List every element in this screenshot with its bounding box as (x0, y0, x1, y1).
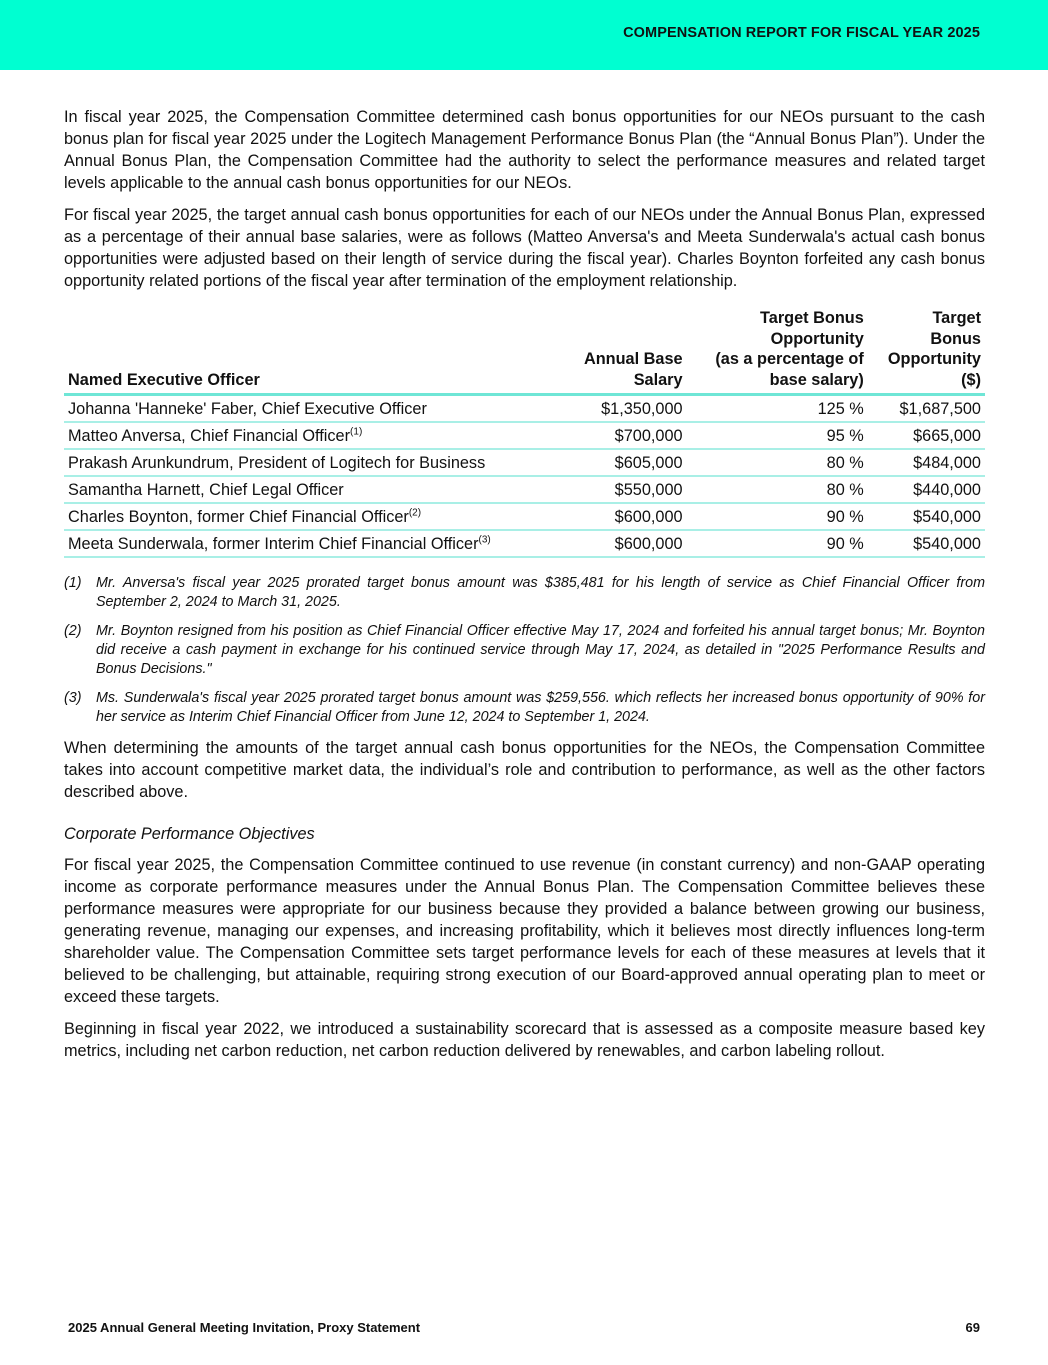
officer-name: Meeta Sunderwala, former Interim Chief Financial Officer$^{(3)}$ (68, 534, 491, 553)
table-row (64, 503, 985, 530)
header-salary: Annual Base Salary (583, 350, 683, 389)
header-band (0, 0, 1048, 70)
footnote-ref: (2) (408, 507, 422, 519)
base-salary: $1,350,000 (601, 400, 683, 418)
header-amount: Target Bonus Opportunity ($) (887, 309, 981, 389)
section-title: COMPENSATION REPORT FOR FISCAL YEAR 2025 (623, 25, 980, 41)
officer-name: Samantha Harnett, Chief Legal Officer (68, 481, 344, 499)
table-row (64, 476, 985, 503)
officer-name: Prakash Arunkundrum, President of Logitech for Business (68, 454, 486, 472)
officer-name: Johanna 'Hanneke' Faber, Chief Executive Officer (68, 400, 427, 418)
footnote-text: Mr. Boynton resigned from his position as Chief Financial Officer effective May 17, 2024 and forfeited his annual target bonus; Mr. Boynton did receive a cash payment in exchange for his continued service through May 17, 2024, as detailed in "2025 Performance Results and Bonus Decisions." (96, 623, 985, 677)
paragraph: In fiscal year 2025, the Compensation Committee determined cash bonus opportunities for our NEOs pursuant to the cash bonus plan for fiscal year 2025 under the Logitech Management Performance Bonus Plan (the “Annual Bonus Plan”). Under the Annual Bonus Plan, the Compensation Committee had the authority to select the performance measures and related target levels applicable to the annual cash bonus opportunities for our NEOs. (64, 108, 985, 192)
bonus-amount: $665,000 (913, 427, 981, 445)
paragraph: For fiscal year 2025, the target annual cash bonus opportunities for each of our NEOs under the Annual Bonus Plan, expressed as a percentage of their annual base salaries, were as follows (Matteo Anversa's and Meeta Sunderwala's actual cash bonus opportunities were adjusted based on their length of service during the fiscal year). Charles Boynton forfeited any cash bonus opportunity related portions of the fiscal year after termination of the employment relationship. (64, 206, 985, 290)
footnote-ref: (3) (478, 534, 491, 546)
table-row (64, 395, 985, 423)
bonus-amount: $540,000 (913, 508, 981, 526)
footer-document-title: 2025 Annual General Meeting Invitation, Proxy Statement (68, 1320, 421, 1335)
bonus-table (64, 308, 985, 558)
table-row (64, 530, 985, 557)
bonus-amount: $484,000 (913, 454, 981, 472)
footnote (64, 574, 985, 612)
footnote-number: (3) (64, 690, 82, 706)
bonus-percent: 90 % (826, 535, 864, 553)
paragraph: When determining the amounts of the target annual cash bonus opportunities for the NEOs, the Compensation Committee takes into account competitive market data, the individual’s role and contribution to performance, as well as the other factors described above. (64, 739, 985, 801)
page-content (64, 106, 985, 1072)
base-salary: $600,000 (614, 508, 683, 526)
header-officer: Named Executive Officer (68, 370, 260, 389)
bonus-amount: $540,000 (913, 535, 981, 553)
subheading: Corporate Performance Objectives (64, 825, 315, 843)
bonus-percent: 80 % (826, 481, 864, 499)
bonus-percent: 95 % (826, 427, 864, 445)
bonus-amount: $1,687,500 (899, 400, 981, 418)
footnote-text: Ms. Sunderwala's fiscal year 2025 prorated target bonus amount was $259,556. which reflects her increased bonus opportunity of 90% for her service as Interim Chief Financial Officer from June 12, 2024 to September 1, 2024. (96, 690, 985, 725)
header-percent: Target Bonus Opportunity (as a percentage of base salary) (715, 309, 864, 389)
base-salary: $550,000 (614, 481, 683, 499)
footnote-number: (1) (64, 575, 82, 591)
base-salary: $605,000 (614, 454, 683, 472)
officer-name: Matteo Anversa, Chief Financial Officer$^{(1)}$ (68, 426, 363, 445)
footnote-number: (2) (64, 623, 82, 639)
paragraph: Beginning in fiscal year 2022, we introduced a sustainability scorecard that is assessed as a composite measure based key metrics, including net carbon reduction, net carbon reduction delivered by renewables, and carbon labeling rollout. (64, 1020, 985, 1060)
footnote-text: Mr. Anversa's fiscal year 2025 prorated target bonus amount was $385,481 for his length of service as Chief Financial Officer from September 2, 2024 to March 31, 2025. (96, 575, 985, 610)
footnote (64, 689, 985, 727)
bonus-amount: $440,000 (913, 481, 981, 499)
bonus-percent: 90 % (826, 508, 864, 526)
page-number: 69 (965, 1320, 980, 1335)
footnote-ref: (1) (350, 426, 363, 438)
officer-name: Charles Boynton, former Chief Financial Officer$^{(2)}$ (68, 507, 422, 526)
paragraph: For fiscal year 2025, the Compensation Committee continued to use revenue (in constant currency) and non-GAAP operating income as corporate performance measures under the Annual Bonus Plan. The Compensation Committee believes these performance measures were appropriate for our business because they provided a balance between growing our business, generating revenue, managing our expenses, and increasing profitability, which it believes most directly influences long-term shareholder value. The Compensation Committee sets target performance levels for each of these measures at levels that it believed to be challenging, but attainable, requiring strong execution of our Board-approved annual operating plan to meet or exceed these targets. (64, 856, 985, 1006)
footnote (64, 622, 985, 679)
bonus-percent: 125 % (817, 400, 864, 418)
table-header-row (64, 308, 985, 395)
base-salary: $600,000 (614, 535, 683, 553)
table-row (64, 422, 985, 449)
base-salary: $700,000 (614, 427, 683, 445)
table-row (64, 449, 985, 476)
bonus-percent: 80 % (826, 454, 864, 472)
footnotes (64, 574, 985, 727)
